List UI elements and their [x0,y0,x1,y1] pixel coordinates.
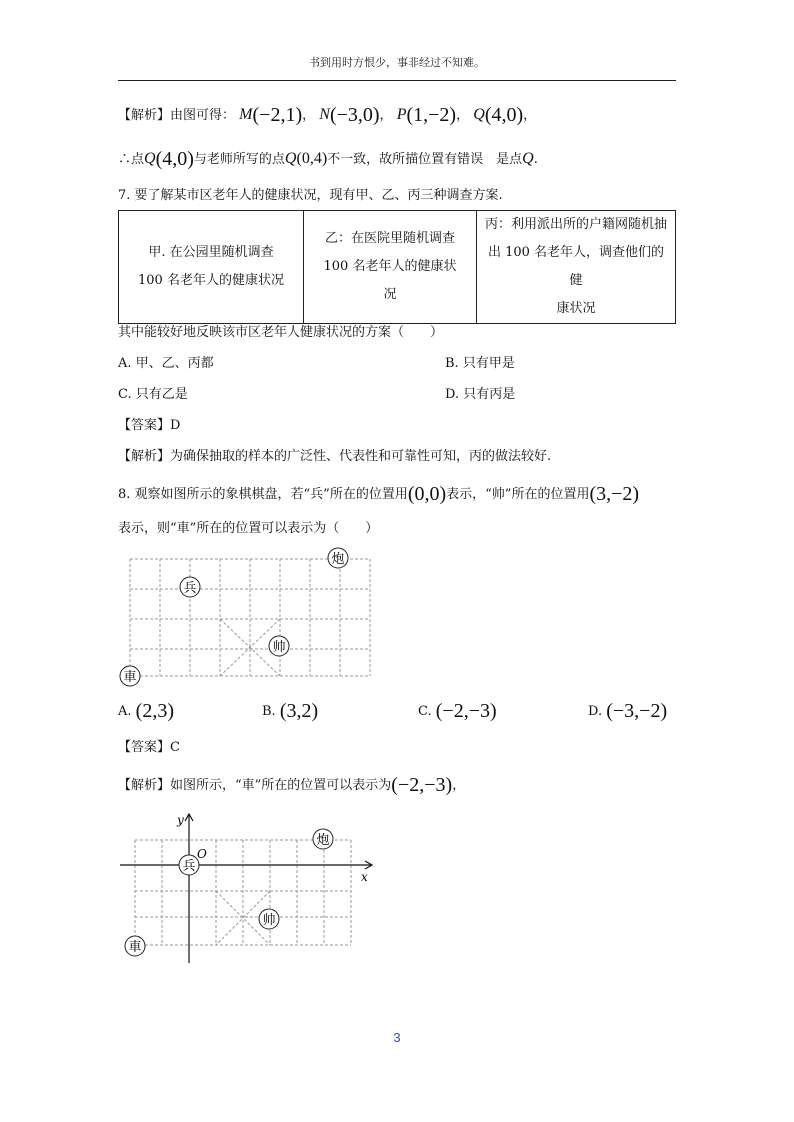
svg-text:兵: 兵 [182,859,196,874]
svg-text:帅: 帅 [272,640,286,655]
coordinate-board-figure [115,805,385,965]
q8-analysis: 【解析】如图所示，“車”所在的位置可以表示为(−2,−3)， [118,774,466,796]
point-p: P(1,−2) [396,104,457,126]
point-n: N(−3,0) [319,104,380,126]
q8-option-a[interactable]: A. (2,3) [118,700,174,722]
page-number: 3 [393,1030,401,1045]
analysis-lead: 由图可得： [170,108,236,123]
analysis-tag: 【解析】 [118,108,171,123]
plan-table [118,210,676,324]
point-q: Q(4,0) [473,104,524,126]
q7-analysis: 【解析】为确保抽取的样本的广泛性、代表性和可靠性可知，丙的做法较好. [118,449,552,464]
svg-text:車: 車 [123,670,137,685]
q8-stem-line2: 表示，则“車”所在的位置可以表示为（ ） [118,521,379,536]
header-rule [118,80,676,81]
q8-option-c[interactable]: C. (−2,−3) [418,700,497,722]
plan-cell-yi: 乙：在医院里随机调查 100 名老年人的健康状 况 [304,211,477,324]
axis-label-x: x [361,870,368,884]
piece-shuai [269,636,289,656]
q8-option-b[interactable]: B. (3,2) [262,700,319,722]
q8-answer: 【答案】C [118,740,180,755]
q8-stem-line1: 8. 观察如图所示的象棋棋盘，若“兵”所在的位置用(0,0)表示，“帅”所在的位置用(3,−2) [118,483,640,505]
board-grid-2 [135,840,351,945]
axis-label-y: y [177,813,184,827]
svg-text:炮: 炮 [316,833,330,848]
board-grid [130,559,370,676]
piece-pao-2 [313,829,333,849]
svg-text:帅: 帅 [262,913,276,928]
piece-bing-2 [179,855,199,875]
plan-cell-jia: 甲. 在公园里随机调查 100 名老年人的健康状况 [119,211,304,324]
point-m: M(−2,1) [239,104,303,126]
q7-question: 其中能较好地反映该市区老年人健康状况的方案（ ） [118,325,444,340]
chessboard-figure [115,545,375,691]
origin-label: O [197,847,207,861]
piece-shuai-2 [259,909,279,929]
piece-pao [328,548,348,568]
q6-conclusion: ∴点Q(4,0)与老师所写的点Q(0,4)不一致，故所描位置有错误 是点Q. [118,148,538,170]
q7-option-b[interactable]: B. 只有甲是 [445,356,515,371]
q7-stem: 7. 要了解某市区老年人的健康状况，现有甲、乙、丙三种调查方案. [118,188,503,203]
q6-analysis: 【解析】由图可得： M(−2,1)， N(−3,0)， P(1,−2)， Q(4,0)， [118,104,537,126]
q7-answer: 【答案】D [118,418,181,433]
plan-cell-bing: 丙：利用派出所的户籍网随机抽 出 100 名老年人，调查他们的健 康状况 [477,211,676,324]
piece-che-2 [125,936,145,956]
q7-option-c[interactable]: C. 只有乙是 [118,387,188,402]
q8-option-d[interactable]: D. (−3,−2) [588,700,668,722]
q7-option-d[interactable]: D. 只有丙是 [445,387,516,402]
q7-option-a[interactable]: A. 甲、乙、丙都 [118,356,214,371]
svg-text:炮: 炮 [331,552,345,567]
axes [120,814,372,963]
piece-bing [180,577,200,597]
svg-text:車: 車 [128,940,142,955]
page-header-motto: 书到用时方恨少，事非经过不知难。 [309,56,485,69]
svg-text:兵: 兵 [183,581,197,596]
piece-che [120,666,140,686]
